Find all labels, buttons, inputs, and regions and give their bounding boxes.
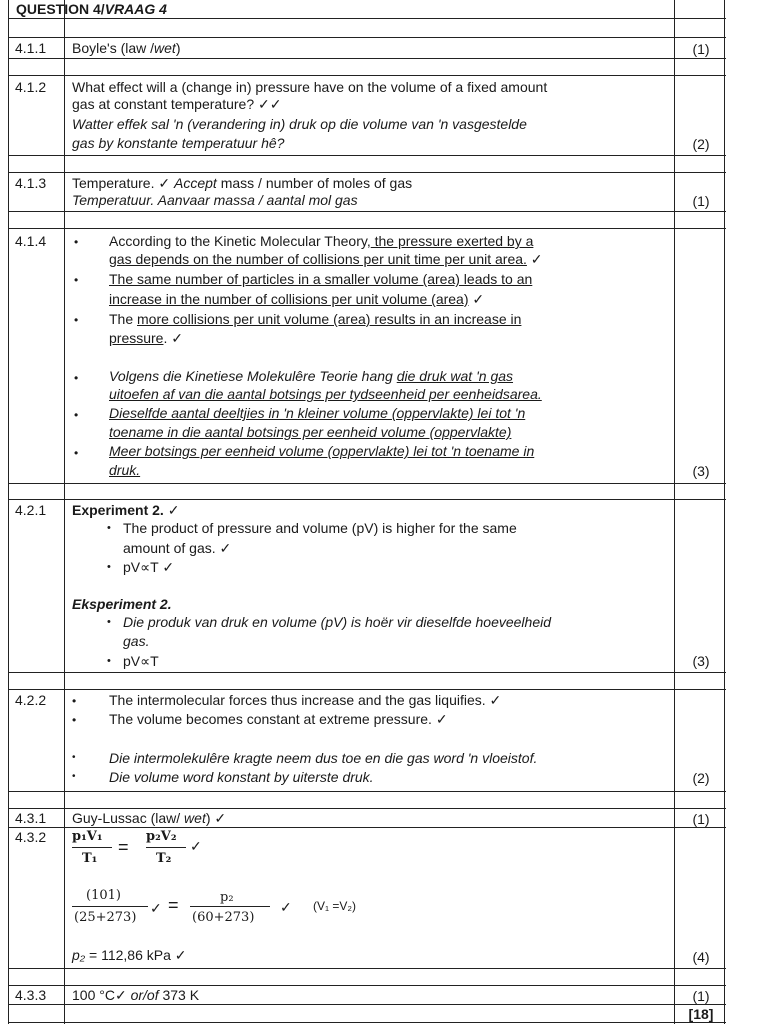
border-left bbox=[8, 0, 9, 1024]
bullet: • bbox=[72, 771, 76, 782]
rule bbox=[8, 75, 726, 76]
question-number: 4.1.3 bbox=[15, 175, 47, 191]
bullet: • bbox=[74, 313, 79, 327]
rule bbox=[8, 1022, 726, 1023]
question-number: 4.1.1 bbox=[15, 40, 47, 56]
rule bbox=[8, 18, 726, 19]
rule bbox=[8, 985, 726, 986]
answer-bullet-en: The volume becomes constant at extreme pressure. ✓ bbox=[109, 711, 448, 727]
rule bbox=[8, 58, 726, 59]
formula-denominator: T₁ bbox=[82, 851, 98, 866]
tick-mark: ✓ bbox=[150, 900, 162, 916]
border-right bbox=[724, 0, 725, 1024]
formula-numerator: p₁V₁ bbox=[72, 829, 103, 844]
formula-equals: = bbox=[168, 895, 179, 915]
title-afrikaans: VRAAG 4 bbox=[104, 1, 167, 17]
rule bbox=[8, 1004, 726, 1005]
answer-bullet-en: The same number of particles in a smaller volume (area) leads to an bbox=[109, 271, 533, 287]
bullet: • bbox=[74, 408, 79, 422]
answer-text: 100 °C✓ or/of 373 K bbox=[72, 987, 200, 1003]
border-number-column bbox=[64, 0, 65, 1024]
bullet: • bbox=[107, 655, 111, 667]
answer-bullet-af: uitoefen af van die aantal botsings per tydseenheid per eenheidsarea. bbox=[109, 386, 542, 402]
question-number: 4.3.3 bbox=[15, 987, 47, 1003]
question-number: 4.3.2 bbox=[15, 829, 47, 845]
answer-bullet-af: Die produk van druk en volume (pV) is hoër vir dieselfde hoeveelheid bbox=[123, 614, 552, 630]
answer-text-en: Temperature. ✓ Accept mass / number of moles of gas bbox=[72, 175, 413, 191]
answer-bullet-af: druk. bbox=[109, 462, 141, 478]
mark-allocation: (3) bbox=[692, 653, 710, 669]
rule bbox=[8, 968, 726, 969]
total-marks: [18] bbox=[688, 1006, 714, 1022]
answer-text-af: gas by konstante temperatuur hê? bbox=[72, 135, 285, 151]
answer-text-af: Watter effek sal 'n (verandering in) druk op die volume van 'n vasgestelde bbox=[72, 116, 527, 132]
answer-bullet-af: Die intermolekulêre kragte neem dus toe en die gas word 'n vloeistof. bbox=[109, 750, 538, 766]
mark-allocation: (2) bbox=[692, 770, 710, 786]
mark-allocation: (1) bbox=[692, 811, 710, 827]
bullet: • bbox=[72, 694, 77, 708]
bullet: • bbox=[107, 522, 111, 534]
answer-bullet-en: amount of gas. ✓ bbox=[123, 540, 232, 556]
mark-allocation: (2) bbox=[692, 136, 710, 152]
rule bbox=[8, 172, 726, 173]
title-english: QUESTION 4/ bbox=[16, 1, 105, 17]
question-number: 4.1.4 bbox=[15, 233, 47, 249]
bullet: • bbox=[74, 446, 79, 460]
bullet: • bbox=[72, 713, 77, 727]
fraction-bar bbox=[146, 847, 186, 848]
fraction-bar bbox=[72, 906, 148, 907]
rule bbox=[8, 483, 726, 484]
fraction-bar bbox=[190, 906, 270, 907]
formula-numerator: (101) bbox=[86, 888, 121, 903]
answer-bullet-en: pressure. ✓ bbox=[109, 330, 183, 346]
answer-bullet-en: The more collisions per unit volume (area) results in an increase in bbox=[109, 311, 522, 327]
answer-bullet-en: The product of pressure and volume (pV) is higher for the same bbox=[123, 520, 517, 536]
bullet: • bbox=[72, 752, 76, 763]
answer-bullet-af: Dieselfde aantal deeltjies in 'n kleiner volume (oppervlakte) lei tot 'n bbox=[109, 405, 526, 421]
answer-bullet-en: gas depends on the number of collisions per unit time per unit area. ✓ bbox=[109, 251, 543, 267]
bullet: • bbox=[107, 616, 111, 628]
rule bbox=[8, 37, 726, 38]
answer-bullet-af: pV∝T bbox=[123, 653, 159, 669]
formula-numerator: p₂ bbox=[220, 890, 234, 905]
mark-allocation: (1) bbox=[692, 41, 710, 57]
question-number: 4.1.2 bbox=[15, 79, 47, 95]
rule bbox=[8, 211, 726, 212]
mark-allocation: (4) bbox=[692, 949, 710, 965]
rule bbox=[8, 155, 726, 156]
answer-bullet-en: increase in the number of collisions per unit volume (area) ✓ bbox=[109, 291, 485, 307]
rule bbox=[8, 689, 726, 690]
formula-note: (V₁ =V₂) bbox=[313, 899, 357, 913]
answer-bullet-en: According to the Kinetic Molecular Theory, the pressure exerted by a bbox=[109, 233, 534, 249]
rule bbox=[8, 672, 726, 673]
mark-allocation: (3) bbox=[692, 463, 710, 479]
rule bbox=[8, 808, 726, 809]
answer-heading-en: Experiment 2. ✓ bbox=[72, 502, 180, 518]
page-title bbox=[16, 2, 167, 16]
fraction-bar bbox=[72, 847, 112, 848]
rule bbox=[8, 499, 726, 500]
answer-bullet-af: Meer botsings per eenheid volume (oppervlakte) lei tot 'n toename in bbox=[109, 443, 535, 459]
bullet: • bbox=[107, 561, 111, 573]
border-mark-column bbox=[674, 0, 675, 1024]
bullet: • bbox=[74, 371, 79, 385]
answer-bullet-af: Die volume word konstant by uiterste druk. bbox=[109, 769, 374, 785]
answer-text-en: What effect will a (change in) pressure have on the volume of a fixed amount bbox=[72, 79, 548, 95]
answer-bullet-af: Volgens die Kinetiese Molekulêre Teorie hang die druk wat 'n gas bbox=[109, 368, 514, 384]
answer-result: p₂ = 112,86 kPa ✓ bbox=[72, 947, 187, 963]
answer-bullet-en: The intermolecular forces thus increase and the gas liquifies. ✓ bbox=[109, 692, 502, 708]
formula-equals: = bbox=[118, 837, 129, 857]
rule bbox=[8, 791, 726, 792]
rule bbox=[8, 827, 726, 828]
answer-text-af: Temperatuur. Aanvaar massa / aantal mol gas bbox=[72, 192, 358, 208]
answer-text: Guy-Lussac (law/ wet) ✓ bbox=[72, 810, 227, 826]
mark-allocation: (1) bbox=[692, 988, 710, 1004]
tick-mark: ✓ bbox=[190, 838, 202, 854]
rule bbox=[8, 228, 726, 229]
tick-mark: ✓ bbox=[280, 899, 292, 915]
answer-bullet-af: toename in die aantal botsings per eenheid volume (oppervlakte) bbox=[109, 424, 512, 440]
formula-numerator: p₂V₂ bbox=[146, 829, 177, 844]
question-number: 4.2.1 bbox=[15, 502, 47, 518]
bullet: • bbox=[74, 235, 79, 249]
formula-denominator: (60+273) bbox=[192, 910, 255, 925]
bullet: • bbox=[74, 273, 79, 287]
formula-denominator: T₂ bbox=[156, 851, 172, 866]
question-number: 4.2.2 bbox=[15, 692, 47, 708]
question-number: 4.3.1 bbox=[15, 810, 47, 826]
answer-text: Boyle's (law /wet) bbox=[72, 40, 181, 56]
answer-text-en: gas at constant temperature? ✓✓ bbox=[72, 96, 282, 112]
mark-allocation: (1) bbox=[692, 193, 710, 209]
formula-denominator: (25+273) bbox=[74, 910, 137, 925]
answer-bullet-af: gas. bbox=[123, 633, 150, 649]
answer-heading-af: Eksperiment 2. bbox=[72, 596, 172, 612]
answer-bullet-en: pV∝T ✓ bbox=[123, 559, 175, 575]
